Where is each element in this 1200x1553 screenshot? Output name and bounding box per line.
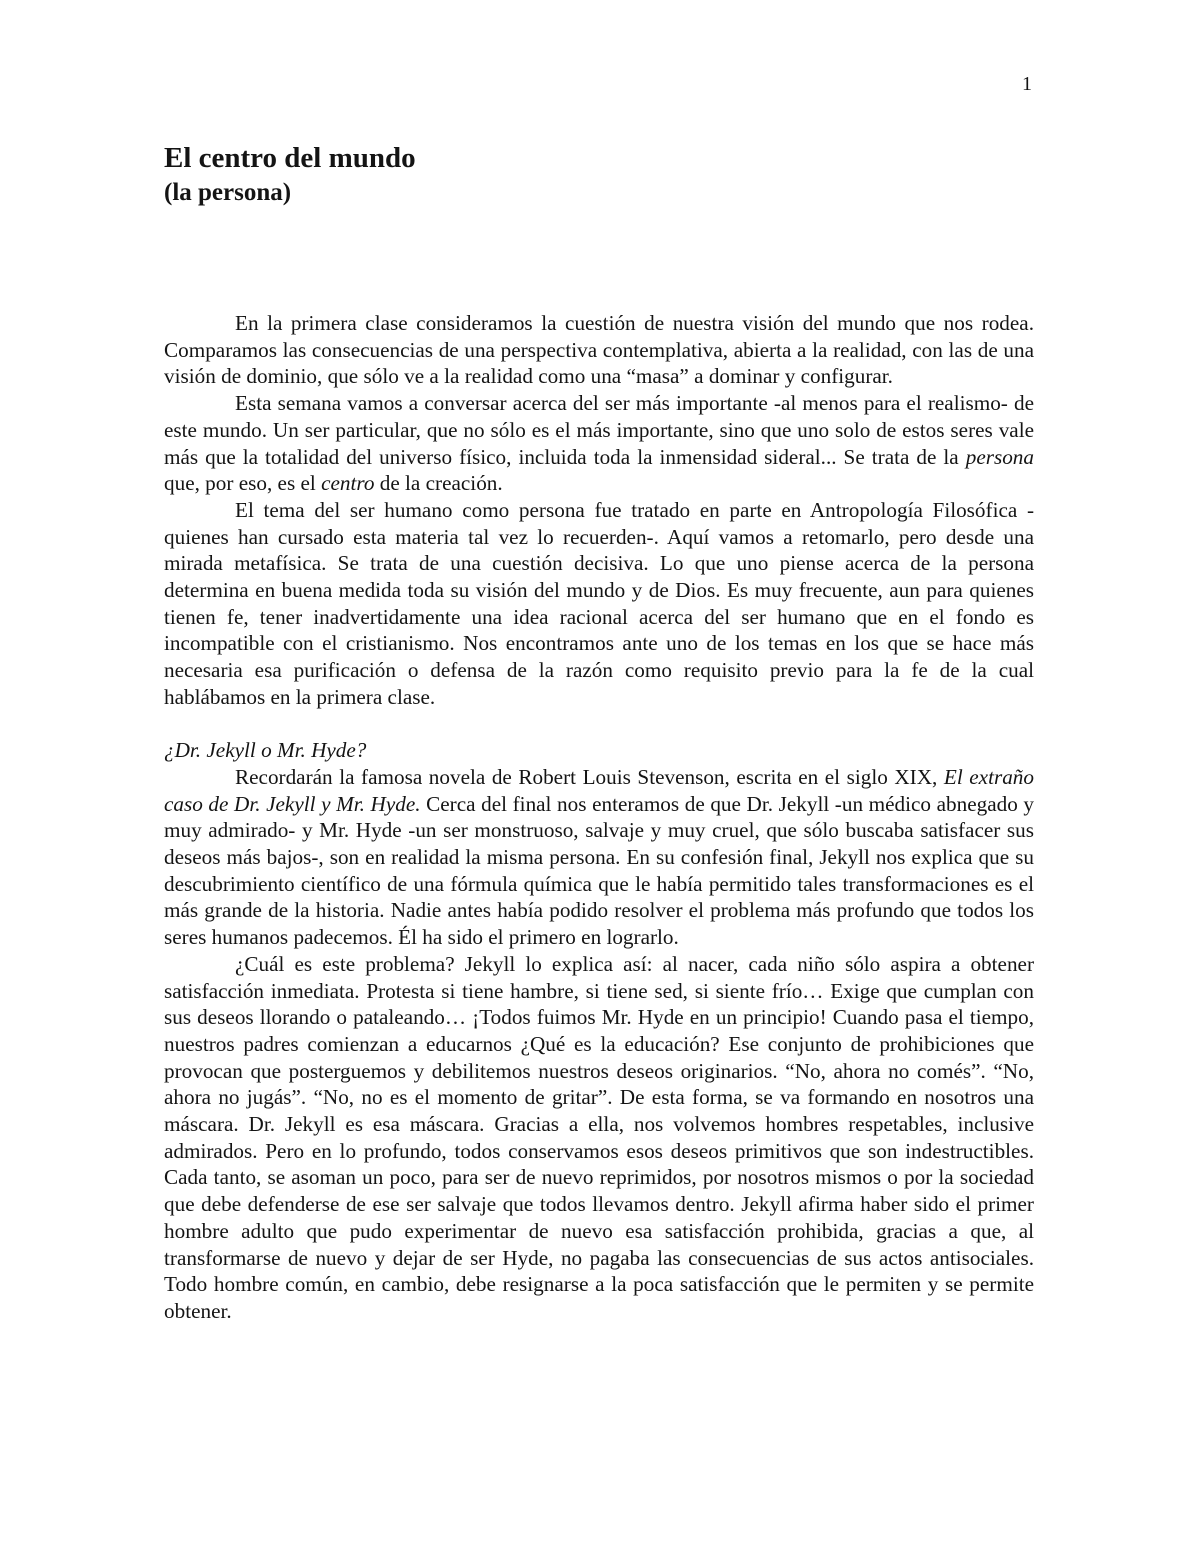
page-number: 1 [1022,73,1032,95]
paragraph-3-text: El tema del ser humano como persona fue tratado en parte en Antropología Filosófica -quienes han cursado esta materia tal vez lo recuerden-. Aquí vamos a retomarlo, pero desde una mirada metafísica. Se trata de una cuestión decisiva. Lo que uno piense acerca de la persona determina en buena medida toda su visión del mundo y de Dios. Es muy frecuente, aun para quienes tienen fe, tener inadvertidamente una idea racional acerca del ser humano que en el fondo es incompatible con el cristianismo. Nos encontramos ante uno de los temas en los que se hace más necesaria esa purificación o defensa de la razón como requisito previo para la fe de la cual hablábamos en la primera clase. [164,497,1034,709]
emphasis-persona: persona [965,444,1034,469]
paragraph-1-text: En la primera clase consideramos la cuestión de nuestra visión del mundo que nos rodea. Comparamos las consecuencias de una perspectiva contemplativa, abierta a la realidad, con las de una visión de dominio, que sólo ve a la realidad como una “masa” a dominar y configurar. [164,311,1034,389]
paragraph-2-text-a: Esta semana vamos a conversar acerca del ser más importante -al menos para el realismo- de este mundo. Un ser particular, que no sólo es el más importante, sino que uno solo de estos seres vale más que la totalidad del universo físico, incluida toda la inmensidad sideral... Se trata de la [164,391,1034,469]
paragraph-4-text-a: Recordarán la famosa novela de Robert Louis Stevenson, escrita en el siglo XIX, [235,764,944,789]
emphasis-book-title: El extraño caso de Dr. Jekyll y Mr. Hyde. [164,764,1034,816]
paragraph-3 [164,497,1034,711]
paragraph-2-text-b: que, por eso, es el [164,471,322,496]
document-subtitle: (la persona) [164,179,292,206]
paragraph-5-text: ¿Cuál es este problema? Jekyll lo explica así: al nacer, cada niño sólo aspira a obtener satisfacción inmediata. Protesta si tiene hambre, si tiene sed, si siente frío… Exige que cumplan con sus deseos llorando o pataleando… ¡Todos fuimos Mr. Hyde en un principio! Cuando pasa el tiempo, nuestros padres comienzan a educarnos ¿Qué es la educación? Ese conjunto de prohibiciones que provocan que posterguemos y debilitemos nuestros deseos originarios. “No, ahora no comés”. “No, ahora no jugás”. “No, no es el momento de gritar”. De esta forma, se va formando en nosotros una máscara. Dr. Jekyll es esa máscara. Gracias a ella, nos volvemos hombres respetables, inclusive admirados. Pero en lo profundo, todos conservamos esos deseos primitivos que son indestructibles. Cada tanto, se asoman un poco, para ser de nuevo reprimidos, por nosotros mismos o por la sociedad que debe defenderse de ese ser salvaje que todos llevamos dentro. Jekyll afirma haber sido el primer hombre adulto que pudo experimentar de nuevo esa satisfacción prohibida, gracias a que, al transformarse de nuevo y dejar de ser Hyde, no pagaba las consecuencias de sus actos antisociales. Todo hombre común, en cambio, debe resignarse a la poca satisfacción que le permiten y se permite obtener. [164,951,1034,1323]
paragraph-1 [164,310,1034,390]
paragraph-4 [164,764,1034,951]
paragraph-5 [164,951,1034,1325]
document-content [164,141,1034,1325]
paragraph-4-text-b: Cerca del final nos enteramos de que Dr. Jekyll -un médico abnegado y muy admirado- y Mr. Hyde -un ser monstruoso, salvaje y muy cruel, que sólo buscaba satisfacer sus deseos más bajos-, son en realidad la misma persona. En su confesión final, Jekyll nos explica que su descubrimiento científico de una fórmula química que le había permitido tales transformaciones es el más grande de la historia. Nadie antes había podido resolver el problema más profundo que todos los seres humanos padecemos. Él ha sido el primero en lograrlo. [164,791,1034,950]
section-heading: ¿Dr. Jekyll o Mr. Hyde? [164,738,367,763]
paragraph-2-text-c: de la creación. [374,471,503,496]
paragraph-2 [164,390,1034,497]
emphasis-centro: centro [321,471,375,496]
document-body [164,310,1034,1325]
document-title: El centro del mundo [164,142,416,174]
